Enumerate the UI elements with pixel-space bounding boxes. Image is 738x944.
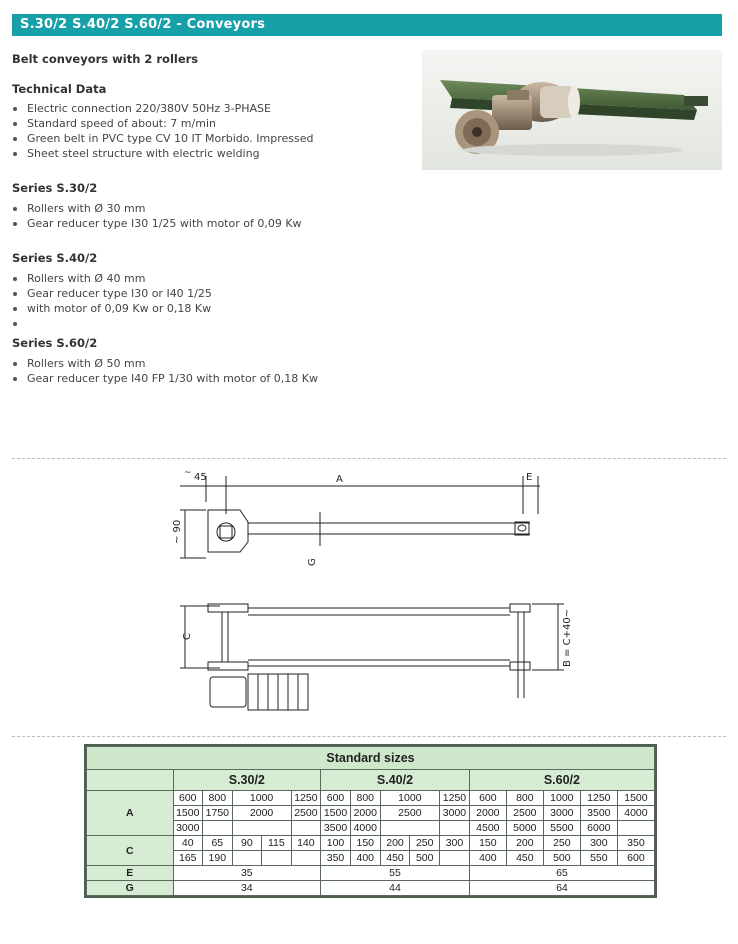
group-header: S.60/2 <box>469 770 654 791</box>
list-item: Electric connection 220/380V 50Hz 3-PHASE <box>12 101 314 116</box>
series-s30-list <box>12 201 302 231</box>
list-item: Gear reducer type I30 or I40 1/25 <box>12 286 212 301</box>
table-row: A 600 800 1000 1250 600 800 1000 1250 600 800 1000 1250 1500 <box>87 791 655 806</box>
conveyor-photo <box>422 50 722 170</box>
label-90: ~ 90 <box>172 519 183 544</box>
technical-data-heading: Technical Data <box>12 82 107 96</box>
page-title-bar <box>12 14 722 36</box>
row-label-E: E <box>87 866 174 881</box>
table-title: Standard sizes <box>87 747 655 770</box>
list-item: Gear reducer type I40 FP 1/30 with motor of 0,18 Kw <box>12 371 318 386</box>
list-item: Rollers with Ø 30 mm <box>12 201 302 216</box>
series-s40-heading: Series S.40/2 <box>12 251 98 265</box>
list-item: with motor of 0,09 Kw or 0,18 Kw <box>12 301 212 316</box>
table-row: 165 190 350 400 450 500 400 450 500 550 600 <box>87 851 655 866</box>
list-item: Gear reducer type I30 1/25 with motor of 0,09 Kw <box>12 216 302 231</box>
page-title: S.30/2 S.40/2 S.60/2 - Conveyors <box>20 17 266 32</box>
series-s60-list <box>12 356 318 386</box>
table-row: G 34 44 64 <box>87 881 655 896</box>
table-row: 1500 1750 2000 2500 1500 2000 2500 3000 2000 2500 3000 3500 4000 <box>87 806 655 821</box>
series-s60-heading: Series S.60/2 <box>12 336 98 350</box>
list-item: Rollers with Ø 40 mm <box>12 271 212 286</box>
label-B: B = C+40~ <box>562 608 573 667</box>
page-subtitle: Belt conveyors with 2 rollers <box>12 52 199 66</box>
label-A: A <box>336 474 343 485</box>
label-C: C <box>182 633 193 640</box>
series-s30-heading: Series S.30/2 <box>12 181 98 195</box>
row-label-C: C <box>87 836 174 866</box>
label-45: 45 <box>194 472 207 483</box>
group-header: S.40/2 <box>321 770 470 791</box>
list-item: Sheet steel structure with electric welding <box>12 146 314 161</box>
divider <box>12 736 726 737</box>
table-row: 3000 3500 4000 4500 5000 5500 6000 <box>87 821 655 836</box>
list-item: Standard speed of about: 7 m/min <box>12 116 314 131</box>
series-s40-list <box>12 271 212 331</box>
row-label-A: A <box>87 791 174 836</box>
svg-text:~: ~ <box>184 468 192 478</box>
technical-drawing <box>160 462 580 717</box>
divider <box>12 458 726 459</box>
technical-data-list <box>12 101 314 161</box>
group-header: S.30/2 <box>173 770 321 791</box>
list-item: Green belt in PVC type CV 10 IT Morbido. Impressed <box>12 131 314 146</box>
standard-sizes-table <box>86 746 655 896</box>
list-item <box>12 316 212 331</box>
row-label-G: G <box>87 881 174 896</box>
table-row: C 40 65 90 115 140 100 150 200 250 300 150 200 250 300 350 <box>87 836 655 851</box>
label-E: E <box>526 472 533 483</box>
list-item: Rollers with Ø 50 mm <box>12 356 318 371</box>
table-row: E 35 55 65 <box>87 866 655 881</box>
label-G: G <box>307 558 318 566</box>
